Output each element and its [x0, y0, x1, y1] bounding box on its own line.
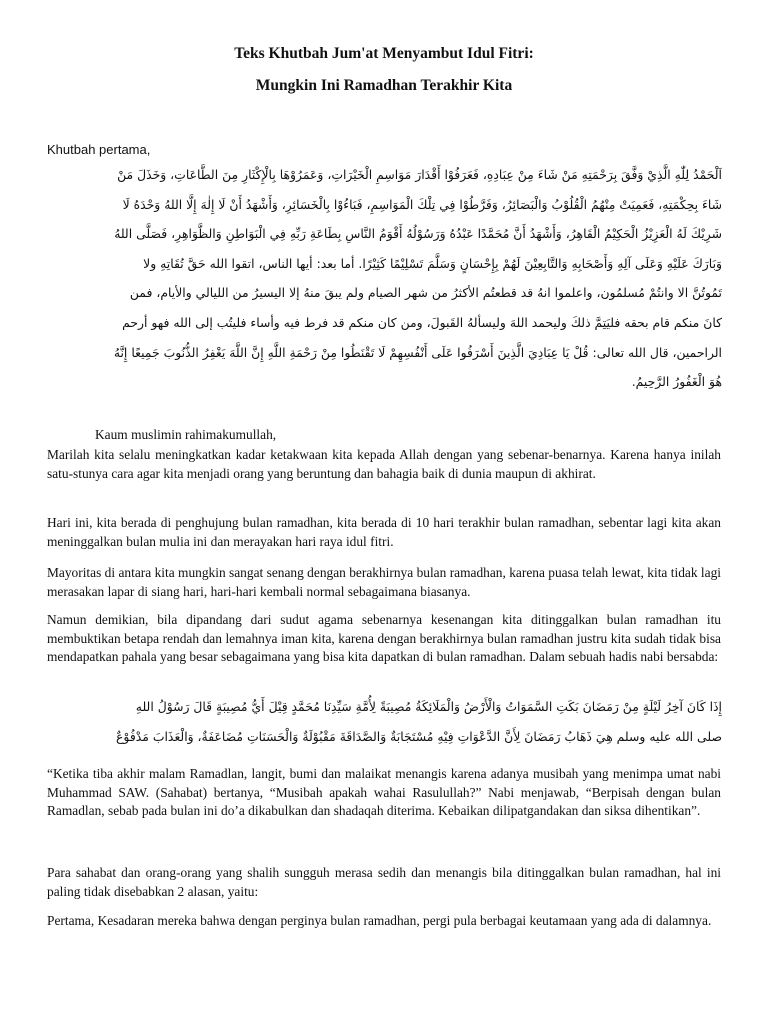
arabic-opening-block [46, 160, 722, 397]
document-title-line2: Mungkin Ini Ramadhan Terakhir Kita [255, 77, 513, 94]
arabic-line: اَلْحَمْدُ لِلّٰهِ الَّذِيْ وَفَّقَ بِرَحْمَتِهِ مَنْ شَاءَ مِنْ عِبَادِهِ، فَعَرَفُوْا أَقْدَارَ مَوَاسِمِ الْخَيْرَاتِ، وَعَمَرُوْهَا بِالْإِكْثَارِ مِنَ الطَّاعَاتِ، وَخَذَلَ مَنْ [117, 167, 722, 182]
paragraph: Mayoritas di antara kita mungkin sangat senang dengan berakhirnya bulan ramadhan, karena puasa telah lewat, kita tidak lagi merasakan lapar di siang hari, hari-hari kembali normal sebagaimana biasanya. [47, 565, 721, 599]
arabic-line: صلى الله عليه وسلم هِيَ ذَهَابُ رَمَضَانَ لِأَنَّ الدَّعْوَاتِ فِيْهِ مُسْتَجَابَةٌ وَالصَّدَاقَةَ مَقْبُوْلَةٌ وَالْحَسَنَاتِ مُضَاعَفَةٌ، وَالْعَذَابَ مَدْفُوْعٌ [116, 728, 722, 744]
document-title-line1: Teks Khutbah Jum'at Menyambut Idul Fitri: [234, 45, 534, 62]
arabic-line: شَرِيْكَ لَهُ الْعَزِيْزُ الْحَكِيْمُ الْقَاهِرُ، وَأَشْهَدُ أَنَّ مُحَمَّدًا عَبْدُهُ وَرَسُوْلُهُ أَقْوَمُ النَّاسِ بِطَاعَةِ رَبِّهِ فِي الْبَوَاطِنِ وَالظَّوَاهِرِ، فَصَلَّى اللهُ [114, 226, 722, 242]
arabic-line: الراحمين، قال الله تعالى: قُلْ يَا عِبَادِيَ الَّذِينَ أَسْرَفُوا عَلَى أَنْفُسِهِمْ لَا تَقْنَطُوا مِنْ رَحْمَةِ اللَّهِ إِنَّ اللَّهَ يَغْفِرُ الذُّنُوبَ جَمِيعًا إِنَّهُ [113, 344, 722, 360]
section-label: Khutbah pertama, [47, 142, 151, 157]
arabic-line: شَاءَ بِحِكْمَتِهِ، فَعَمِيَتْ مِنْهُمُ الْقُلُوْبُ وَالْبَصَائِرُ، وَفَرَّطُوْا فِي تِلْكَ الْمَوَاسِمِ، فَبَاءُوْا بِالْخَسَائِرِ، وَأَشْهَدُ أَنْ لَا إِلٰهَ إِلَّا اللهُ وَحْدَهُ لَا [122, 196, 722, 212]
arabic-line: وَبَارَكَ عَلَيْهِ وَعَلَى آلِهِ وَأَصْحَابِهِ وَالتَّابِعِيْنَ لَهُمْ بِإِحْسَانٍ وَسَلَّمَ تَسْلِيْمًا كَثِيْرًا. أما بعد: أيها الناس، اتقوا الله حَقَّ تُقَاتِهِ ولا [143, 255, 722, 271]
arabic-line: تَمُوتُنَّ الا وانتُمْ مُسلمُون، واعلموا انهُ قد قطعتُم الأكثرُ من شهر الصيام ولم يبقَ منهُ إلا اليسيرُ من الليالي والأيام، فمن [129, 285, 722, 301]
paragraph: Namun demikian, bila dipandang dari sudut agama sebenarnya kesenangan kita ditinggalkan bulan ramadhan itu membuktikan betapa rendah dan lemahnya iman kita, karena dengan berakhirnya bulan ramadhan justru kita sudah tidak bisa mendapatkan pahala yang besar sebagaimana yang bisa kita dapatkan di bulan ramadhan. Dalam sebuah hadis nabi bersabda: [47, 612, 721, 665]
paragraph: Marilah kita selalu meningkatkan kadar ketakwaan kita kepada Allah dengan yang sebenar-benarnya. Karena hanya inilah satu-stunya cara agar kita menjadi orang yang beruntung dan bahagia baik di dunia maupun di akhirat. [47, 447, 721, 481]
hadith-translation-quote: “Ketika tiba akhir malam Ramadlan, langit, bumi dan malaikat menangis karena adanya musibah yang menimpa umat nabi Muhammad SAW. (Sahabat) bertanya, “Musibah apakah wahai Rasulullah?” Nabi menjawab, “Berpisah dengan bulan Ramadlan, sebab pada bulan ini do’a dikabulkan dan shadaqah diterima. Kebaikan dilipatgandakan dan siksa dihentikan”. [47, 766, 721, 819]
greeting: Kaum muslimin rahimakumullah, [95, 427, 277, 442]
arabic-line: هُوَ الْغَفُورُ الرَّحِيمُ. [631, 374, 722, 390]
paragraph: Pertama, Kesadaran mereka bahwa dengan perginya bulan ramadhan, pergi pula berbagai keutamaan yang ada di dalamnya. [47, 913, 712, 928]
paragraph: Para sahabat dan orang-orang yang shalih sungguh merasa sedih dan menangis bila ditinggalkan bulan ramadhan, hal ini paling tidak disebabkan 2 alasan, yaitu: [47, 865, 721, 899]
arabic-line: إِذَا كَانَ آخِرُ لَيْلَةٍ مِنْ رَمَضَانَ بَكَتِ السَّمَوَاتُ وَالْأَرْضُ وَالْمَلَائِكَةُ مُصِيبَةً لِأُمَّةِ سَيِّدِنَا مُحَمَّدٍ قِيْلَ أَيُّ مُصِيبَةٍ قَالَ رَسُوْلُ اللهِ [135, 699, 722, 714]
paragraph: Hari ini, kita berada di penghujung bulan ramadhan, kita berada di 10 hari terakhir bulan ramadhan, sebentar lagi kita akan meninggalkan bulan mulia ini dan merayakan hari raya idul fitri. [47, 515, 721, 549]
arabic-hadith-block [46, 692, 722, 751]
arabic-line: كانَ منكم قام بحقه فليَتِمَّ ذلكَ وليحمد اللهَ وليسألهُ القَبولَ، ومن كان منكم قد فرط فيه وأساء فليتُب إلى الله فهو أرحم [122, 314, 722, 330]
